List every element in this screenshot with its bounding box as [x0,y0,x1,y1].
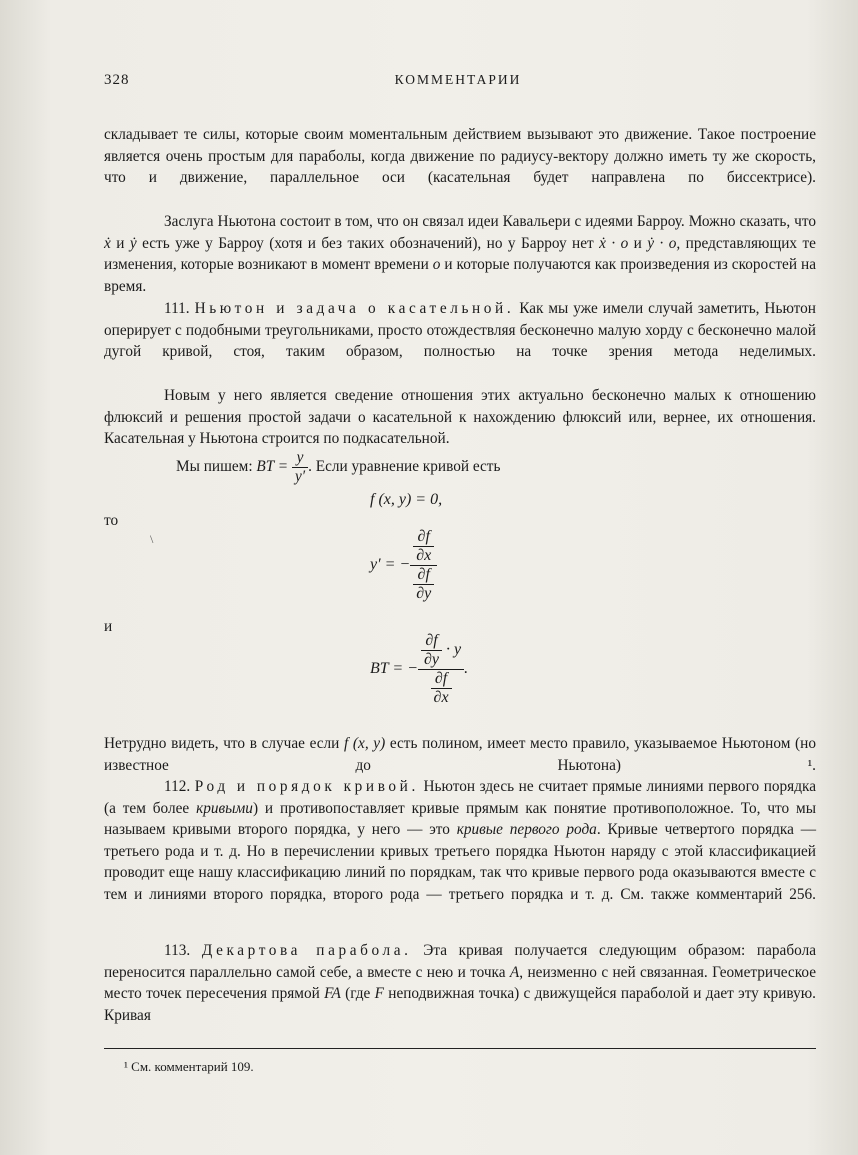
section-112 [104,776,816,906]
page-header [104,72,812,96]
numerator: y [292,449,308,468]
text-run: и [628,234,648,252]
partial-x: ∂x [416,547,432,564]
formula-bt [370,632,468,707]
paragraph-force-construction: складывает те силы, которые своим моментальным действием вызывают это движение. Такое построение является очень простым для параболы, когда движение по радиусу-вектору должно иметь ту же скорость, что и движение, параллельное оси (касательная будет направлена по биссектрисе). [104,126,816,187]
math-o: o [432,256,441,274]
text-run: Нетрудно видеть, что в случае если [104,735,345,752]
word-then: то [104,512,119,529]
formula-y-prime [370,528,437,603]
denominator [410,566,437,603]
formula-lhs: BT = − [370,660,418,678]
text-run: есть полином, имеет место правило, указываемое Ньютоном (но известное до Ньютона) ¹. [104,735,816,774]
section-111 [104,298,816,363]
math-point-f: F [374,985,384,1003]
text-run: и которые получаются как произведения из скоростей на время. [104,256,816,295]
text-run: (где [340,985,375,1003]
page-number: 328 [104,72,130,88]
text-run: Мы пишем: [176,458,257,476]
running-title: КОММЕНТАРИИ [394,72,522,87]
section-number: 113. [164,942,191,959]
text-run: Как мы уже имели случай заметить, Ньютон оперирует с подобными треугольниками, просто отождествляя бесконечно малую хорду с бесконечно малой дугой кривой, стоя, таким образом, полностью на точке зрения метода неделимых. [104,300,816,361]
section-number: 112. [164,778,191,795]
text-run: и [110,234,130,252]
text-run: , неизменно с ней связанная. Геометрическое место точек пересечения прямой [104,963,816,1003]
partial-f: ∂f [413,528,434,547]
text-run: Эта кривая получается следующим образом: парабола переносится параллельно самой себе, а вместе с нею и точка [104,942,816,981]
paragraph-fluxions: Новым у него является сведение отношения этих актуально бесконечно малых к отношению флюксий и решения простой задачи о касательной к нахождению флюксий или, вернее, их отношения. Касательная у Ньютона строится по подкасательной. [104,387,816,448]
footnote-divider [104,1048,816,1049]
denominator [418,670,464,707]
numerator [418,632,464,670]
section-title: Декартова парабола. [201,942,412,959]
text-run: есть уже у Барроу (хотя и без таких обозначений), но у Барроу нет [136,234,600,252]
footnote: ¹ См. комментарий 109. [124,1059,254,1074]
partial-y: ∂y [416,585,432,602]
fraction-partials [410,528,437,603]
bt-definition-line [176,449,500,486]
partial-f: ∂f [413,566,434,585]
math-y-dot: ẏ [129,234,137,252]
italic-term: кривые первого рода [456,821,597,839]
paragraph-newton-merit [104,211,816,297]
section-title: Род и порядок кривой. [194,778,419,795]
math-f-xy: f (x, y) [344,735,386,752]
text-run: . Если уравнение кривой есть [308,458,501,476]
text-run: неподвижная точка) с движущейся параболой и дает эту кривую. Кривая [104,985,816,1024]
denominator: y′ [294,468,306,485]
section-number: 111. [164,300,190,317]
section-113 [104,940,816,1026]
word-and: и [104,618,113,635]
numerator [410,528,437,566]
math-line-fa: FA [324,985,341,1003]
text-run: ) и противопоставляет кривые прямым как понятие противоположное. То, что мы называем кривыми второго порядка, у него — это [104,799,816,839]
text-run: . Кривые четвертого порядка — третьего рода и т. д. Но в перечислении кривых третьего порядка Ньютон наряду с этой классификацией проводит еще нашу классификацию линий по порядкам, так что кривые первого рода оказываются вместе с тем и линиями второго порядка, второго рода — третьего порядка и т. д. См. также комментарий 256. [104,821,817,903]
partial-x: ∂x [433,689,449,706]
paragraph-polynomial-rule [104,733,816,776]
partial-f: ∂f [421,632,442,651]
math-point-a: A [509,963,520,981]
partial-f: ∂f [431,670,452,689]
fraction-y-over-yprime [292,449,308,486]
formula-lhs: y′ = − [370,556,411,574]
section-title: Ньютон и задача о касательной. [194,300,515,317]
period: . [464,660,469,678]
math-x-dot-o: ẋ · o [599,234,629,252]
partial-y: ∂y [423,651,439,668]
times-y: · y [442,641,462,659]
fraction-df-dx [431,670,452,707]
formula-bt-lhs: BT = [256,458,289,476]
math-x-dot: ẋ [104,234,111,252]
text-run: Заслуга Ньютона состоит в том, что он связал идеи Кавальери с идеями Барроу. Можно сказать, что [164,213,816,230]
fraction-bt [418,632,464,707]
text-run: Ньютон здесь не считает прямые линиями первого порядка (а тем более [104,778,816,817]
curve-equation: f (x, y) = 0, [370,491,443,508]
fraction-df-dy [413,566,434,603]
italic-term: кривыми [196,799,253,817]
fraction-df-dx [413,528,434,565]
fraction-df-dy [421,632,442,669]
math-y-dot-o: ẏ · o, [647,234,681,252]
print-mark: \ [150,532,154,546]
text-run: представляющих те изменения, которые возникают в момент времени [104,234,816,274]
